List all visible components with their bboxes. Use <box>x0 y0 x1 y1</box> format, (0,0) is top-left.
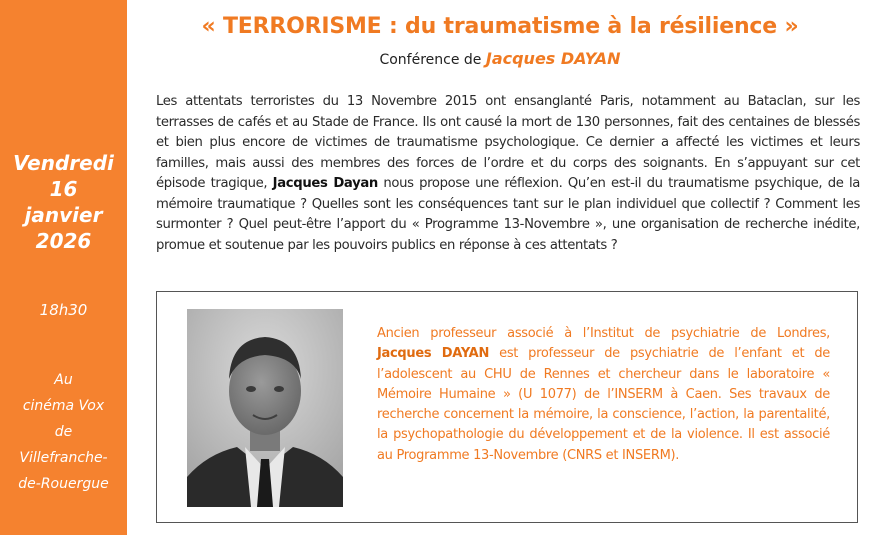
speaker-portrait-image <box>187 309 343 507</box>
bio-box <box>156 291 858 523</box>
bio-text-2: est professeur de psychiatrie de l’enfant et de l’adolescent au CHU de Rennes et chercheur dans le laboratoire « Mémoire Humaine » (U 1077) de l’INSERM à Caen. Ses travaux de recherche concernent la mémoire, la conscience, l’action, la parentalité, la psychopathologie du développement et de la violence. Il est associé au Programme 13-Novembre (CNRS et INSERM). <box>377 346 830 463</box>
date-weekday: Vendredi <box>13 151 114 175</box>
bio-speaker-name: Jacques DAYAN <box>377 346 490 362</box>
intro-speaker-name: Jacques Dayan <box>272 176 378 191</box>
intro-text-1: Les attentats terroristes du 13 Novembre 2015 ont ensanglanté Paris, notamment au Bataclan, sur les terrasses de cafés et au Stade de France. Ils ont causé la mort de 130 personnes, fait des centaines de blessés et bien plus encore de victimes de traumatisme psychologique. Ce dernier a affecté les victimes et leurs familles, mais aussi des membres des forces de l’ordre et du corps des soignants. En s’appuyant sur cet épisode tragique, <box>156 94 860 191</box>
speaker-photo <box>187 309 343 507</box>
event-time: 18h30 <box>39 301 88 319</box>
event-place <box>0 367 127 497</box>
place-line-3: de <box>54 424 73 440</box>
page-title: « TERRORISME : du traumatisme à la résilience » <box>201 14 799 39</box>
speaker-name: Jacques DAYAN <box>485 49 621 68</box>
intro-paragraph <box>156 92 860 256</box>
conference-subtitle <box>127 49 873 68</box>
place-line-4: Villefranche- <box>19 450 108 466</box>
date-month: janvier <box>24 203 103 227</box>
event-date <box>0 150 127 254</box>
subtitle-prefix: Conférence de <box>379 52 482 68</box>
intro-text-2: nous propose une réflexion. Qu’en est-il du traumatisme psychique, de la mémoire traumatique ? Quelles sont les conséquences tant sur le plan individuel que collectif ? Comment les surmonter ? Quel peut-être l’apport du « Programme 13-Novembre », une organisation de recherche inédite, promue et soutenue par les pouvoirs publics en réponse à ces attentats ? <box>156 176 861 253</box>
bio-text-1: Ancien professeur associé à l’Institut de psychiatrie de Londres, <box>377 326 830 341</box>
orange-sidebar <box>0 0 127 535</box>
speaker-bio <box>377 324 830 466</box>
place-line-1: Au <box>54 372 73 388</box>
date-year: 2026 <box>35 229 92 253</box>
date-day: 16 <box>49 177 78 201</box>
place-line-2: cinéma Vox <box>22 398 105 414</box>
place-line-5: de-Rouergue <box>18 476 109 492</box>
